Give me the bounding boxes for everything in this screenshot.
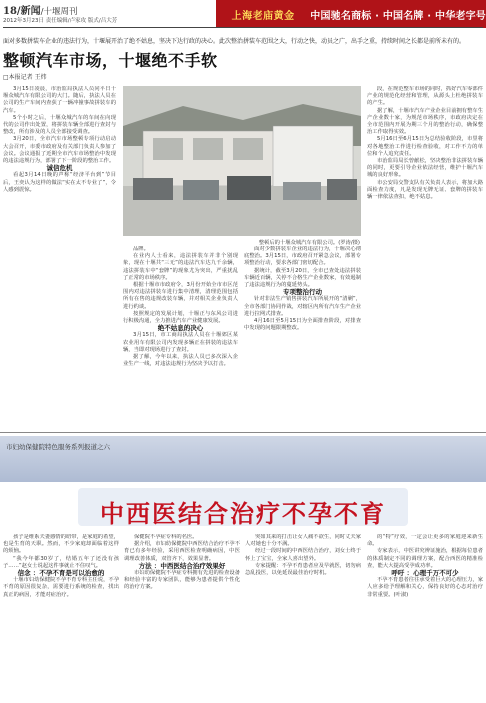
weekly-name: /十堰周刊 bbox=[40, 7, 78, 17]
paragraph: 据介绍，市妇幼保健院中西医结合治疗不孕不育已有多年经验，采用西医检查明确病因，中医调理改善体质，双管齐下，效果显著。 bbox=[124, 541, 240, 562]
advertorial-column-1 bbox=[3, 534, 119, 700]
paragraph: 十堰市妇幼保健院不孕不育专科主任说，不孕不育的原因很复杂，需要进行系统的检查，找出真正的病因，才能对症治疗。 bbox=[3, 577, 119, 598]
paragraph: 按照规定的发展计划，十堰正与东风公司进行积极沟通，全力推进汽车产业健康发展。 bbox=[123, 310, 238, 325]
subheading-appeal: 呼吁 ：心理千万不可少 bbox=[391, 569, 459, 578]
header-rule bbox=[3, 27, 483, 28]
photo-caption: 整顿后的十堰众城汽车有限公司。(罗涛/摄) bbox=[258, 240, 360, 246]
paragraph: 在业内人士看来，违法拼装车并非个别现象，现在十堰共“三无”的违法汽车达九千余辆，违法拼装车中“套牌”的现象尤为突出，严重扰乱了正常的市场秩序。 bbox=[123, 253, 238, 281]
article-byline: □本报记者 王炜 bbox=[3, 74, 47, 81]
paragraph: 品牌。 bbox=[133, 246, 149, 252]
paragraph: 看起3月14日晚的声称“经济平台到”节目后，王奕认为这样的做法“实在太不专业了”，令人感到震惊。 bbox=[3, 172, 116, 193]
article-column-4 bbox=[367, 86, 483, 428]
paragraph: 3月15日，市工商局执法人员在十堰郊区某农业用车有限公司内发现多辆正在拼装的违法车辆，当即对现场进行了查封。 bbox=[123, 332, 238, 353]
article-column-2 bbox=[123, 246, 238, 428]
advertorial bbox=[0, 436, 486, 703]
paragraph: 经过一段时间的中西医结合治疗，刘女士终于怀上了宝宝，全家人喜出望外。 bbox=[245, 548, 361, 562]
section-name: 新闻 bbox=[20, 6, 41, 17]
paragraph: 孩子是维系夫妻感情的纽带，是家庭的希望，也是生育的天职。然而，不少家庭却面临着这样的烦恼。 bbox=[3, 534, 119, 555]
article-photo bbox=[123, 86, 361, 236]
brand-logo: 上海老庙黄金 bbox=[231, 10, 295, 22]
paragraph: “我今年都30岁了，结婚五年了还没有孩子……”赵女士说起这件事就止不住叹气。 bbox=[3, 555, 119, 569]
ad-banner bbox=[216, 0, 486, 28]
factory-photo bbox=[123, 86, 361, 236]
paragraph: 市治监局局长曾献松，坚决整治非法拼装车辆的同时，更要引导企业依法经营，维护十堰汽车城的良好形象。 bbox=[367, 158, 483, 179]
paragraph: 据了解，十堰市汽车产业企业目前拥有整车生产企业数十家，为规范市场秩序，市政府决定在全市范围内开展为期三个月的整治行动，确保整治工作取得实效。 bbox=[367, 107, 483, 136]
paragraph: 的“特”疗效，一定会让更多的家庭迎来新生命。 bbox=[367, 534, 483, 548]
advertorial-title: 中西医结合治疗不孕不育 bbox=[100, 500, 386, 528]
advertorial-column-4 bbox=[367, 534, 483, 700]
paragraph: 专家提醒：不孕不育患者应及早就医，切勿病急乱投医，以免延误最佳治疗时机。 bbox=[245, 562, 361, 577]
article-headline: 整顿汽车市场，十堰绝不手软 bbox=[3, 51, 218, 70]
subheading-special-action: 专项整治行动 bbox=[283, 288, 322, 297]
paragraph: 4月16日至5月15日为全面排查阶段，对排查中发现的问题限期整改。 bbox=[244, 318, 361, 332]
paragraph: 专家表示，中医讲究辨证施治，根据每位患者的体质制定不同的调理方案，配合西医的精准检查，能大大提高受孕成功率。 bbox=[367, 548, 483, 569]
paragraph: 5个小时之后，十堰众城汽车的车间在向现代的公司作出处置，将拼装车辆全部进行查封与整改，所有涉及的人员全部接受调查。 bbox=[3, 114, 116, 136]
paragraph: 3月15日凌晨，市治监局执法人员同平日十堰众城汽车有限公司的大门。随后，执法人员在公司的生产车间内查获了一辆冲撞事故拼装车的汽车。 bbox=[3, 86, 116, 114]
subheading-integrity-crisis: 诚信危机 bbox=[46, 164, 73, 173]
brand-tagline: 中国驰名商标 · 中国名牌 · 中华老字号 bbox=[310, 10, 486, 22]
paragraph: 不孕不育患者往往承受着巨大的心理压力，家人应多给予理解和关心，保持良好的心态对治疗非常重要。(叶淑) bbox=[367, 577, 483, 598]
paragraph: 市公安局交警支队有关负责人表示，将加大路面检查力度，凡是发现无牌无证、套牌的拼装车辆一律依法查扣，绝不姑息。 bbox=[367, 179, 483, 201]
advertorial-banner bbox=[0, 436, 486, 482]
paragraph: 据统计，截至3月20日，全市已查处违法拼装车辆近百辆，关停不合格生产企业数家，有效遏制了违法违规行为的蔓延势头。 bbox=[244, 267, 361, 289]
advertorial-series: 市妇幼保健院特色服务系列报道之六 bbox=[6, 443, 110, 451]
advertorial-column-3 bbox=[245, 534, 361, 700]
article-column-3 bbox=[244, 246, 361, 428]
page-number: 18/ bbox=[3, 6, 21, 17]
page-header bbox=[0, 0, 486, 30]
subheading-method: 方法 ：中西医结合治疗效果好 bbox=[138, 561, 226, 570]
paragraph: 保健院不孕症专科的名医。 bbox=[134, 534, 198, 540]
article-lede: 面对多数拼装车企业的违法行为，十堰展开治了绝不姑息，坚决下达行政的决心。此次整治拼装车范围之大，行动之快，动员之广，出手之重，持续时间之长都是前所未有的。 bbox=[3, 38, 466, 45]
article-column-1 bbox=[3, 86, 116, 428]
paragraph: 5月16日至6月15日为总结验收阶段，市里将对各地整治工作进行检查验收，对工作不力的单位和个人追究责任。 bbox=[367, 136, 483, 157]
paragraph: 3月20日，全市汽车市场整顿专项行动启动大会召开，市委市政府及有关部门负责人参加了会议。会议通报了近期全市汽车市场整治中发现的违法违规行为，部署了下一阶段的整治工作。 bbox=[3, 136, 116, 165]
paragraph: 市妇幼保健院不孕症专科拥有先进的检查设备和经验丰富的专家团队，能够为患者提供个性化的治疗方案。 bbox=[124, 570, 240, 591]
paragraph: 针对非法生产销售拼装汽车所展开的“清剿”，全市各部门协同作战，对辖区内所有汽车生产企业进行拉网式排查。 bbox=[244, 296, 361, 317]
paragraph: 段，在规范整车市场的同时，抓好汽车零部件产业的规范化经营和管理，从源头上杜绝拼装车的产生。 bbox=[367, 86, 483, 107]
paragraph: 突如其来的打击让女人痛不欲生，同时丈夫家人对她也十分不满。 bbox=[245, 534, 361, 548]
subheading-no-tolerance: 绝不姑息的决心 bbox=[157, 324, 204, 333]
subheading-belief: 信念 ：不孕不育是可以治愈的 bbox=[17, 569, 105, 578]
masthead-left bbox=[3, 2, 77, 17]
paragraph: 根据十堰市市政府令，3月份开始全市市区范围内对违法拼装车进行集中清理，清理范围包括所有在售的违规改装车辆，并对相关企业负责人进行约谈。 bbox=[123, 282, 238, 310]
paragraph: 面对少数拼装车企业的违法行为，十堰决心彻底整治。3月15日，市政府召开紧急会议，部署专项整治行动，要求各部门密切配合。 bbox=[244, 246, 361, 267]
advertorial-column-2 bbox=[124, 534, 240, 700]
date-line: 2012年3月23日 责任编辑/卢家攻 版式/吕大芳 bbox=[3, 18, 118, 24]
paragraph: 据了解，今年以来，执法人员已多次深入企业生产一线，对违法违规行为坚决予以打击。 bbox=[123, 354, 238, 368]
section-divider bbox=[0, 432, 486, 433]
